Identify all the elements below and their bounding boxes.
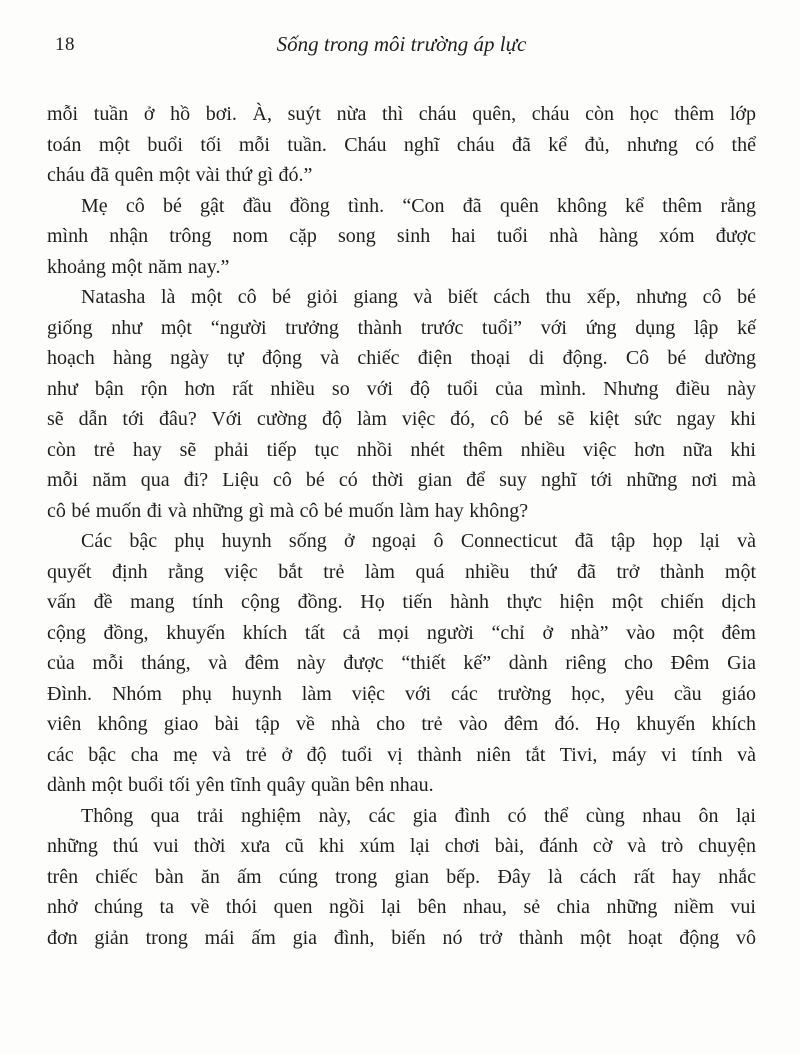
text-line: nhở chúng ta về thói quen ngồi lại bên nhau, sẻ chia những niềm vui (47, 896, 756, 918)
text-line: cô bé muốn đi và những gì mà cô bé muốn làm hay không? (47, 499, 529, 522)
text-line: hoạch hàng ngày tự động và chiếc điện thoại di động. Cô bé dường (47, 347, 756, 369)
text-line: quyết định rằng việc bắt trẻ làm quá nhiều thứ đã trở thành một (47, 560, 756, 583)
text-line: Các bậc phụ huynh sống ở ngoại ô Connecticut đã tập họp lại và (81, 530, 756, 552)
text-line: toán một buổi tối mỗi tuần. Cháu nghĩ cháu đã kể đủ, nhưng có thể (47, 133, 756, 156)
running-title: Sống trong môi trường áp lực (276, 32, 527, 56)
text-line: đơn giản trong mái ấm gia đình, biến nó trở thành một hoạt động vô (47, 926, 756, 949)
text-line: mình nhận trông nom cặp song sinh hai tuổi nhà hàng xóm được (47, 225, 756, 247)
page-header (47, 32, 756, 62)
text-line: mỗi năm qua đi? Liệu cô bé có thời gian để suy nghĩ tới những nơi mà (47, 469, 756, 491)
text-line: Đình. Nhóm phụ huynh làm việc với các trường học, yêu cầu giáo (47, 682, 756, 705)
text-line: Mẹ cô bé gật đầu đồng tình. “Con đã quên không kể thêm rằng (81, 194, 756, 217)
page-number: 18 (55, 34, 75, 55)
text-line: các bậc cha mẹ và trẻ ở độ tuổi vị thành niên tắt Tivi, máy vi tính và (47, 743, 756, 766)
text-line: cháu đã quên một vài thứ gì đó.” (47, 164, 313, 186)
text-line: như bận rộn hơn rất nhiều so với độ tuổi của mình. Nhưng điều này (47, 377, 756, 400)
text-line: cộng đồng, khuyến khích tất cả mọi người “chỉ ở nhà” vào một đêm (47, 621, 756, 644)
text-line: sẽ dẫn tới đâu? Với cường độ làm việc đó, cô bé sẽ kiệt sức ngay khi (47, 408, 756, 430)
body-text (47, 99, 756, 953)
text-line: khoảng một năm nay.” (47, 255, 230, 278)
text-line: mỗi tuần ở hồ bơi. À, suýt nừa thì cháu quên, cháu còn học thêm lớp (47, 103, 756, 125)
text-line: Thông qua trải nghiệm này, các gia đình có thể cùng nhau ôn lại (81, 804, 756, 827)
text-line: của mỗi tháng, và đêm này được “thiết kế” dành riêng cho Đêm Gia (47, 652, 756, 674)
text-line: còn trẻ hay sẽ phải tiếp tục nhồi nhét thêm nhiều việc hơn nữa khi (47, 438, 756, 461)
text-line: Natasha là một cô bé giỏi giang và biết cách thu xếp, nhưng cô bé (81, 286, 756, 308)
text-line: trên chiếc bàn ăn ấm cúng trong gian bếp. Đây là cách rất hay nhắc (47, 865, 756, 888)
text-line: vấn đề mang tính cộng đồng. Họ tiến hành thực hiện một chiến dịch (47, 591, 756, 613)
text-line: những thú vui thời xưa cũ khi xúm lại chơi bài, đánh cờ và trò chuyện (47, 835, 756, 857)
text-line: dành một buổi tối yên tĩnh quây quần bên nhau. (47, 774, 434, 796)
text-line: viên không giao bài tập về nhà cho trẻ vào đêm đó. Họ khuyến khích (47, 713, 756, 735)
text-line: giống như một “người trưởng thành trước tuổi” với ứng dụng lập kế (47, 316, 756, 339)
